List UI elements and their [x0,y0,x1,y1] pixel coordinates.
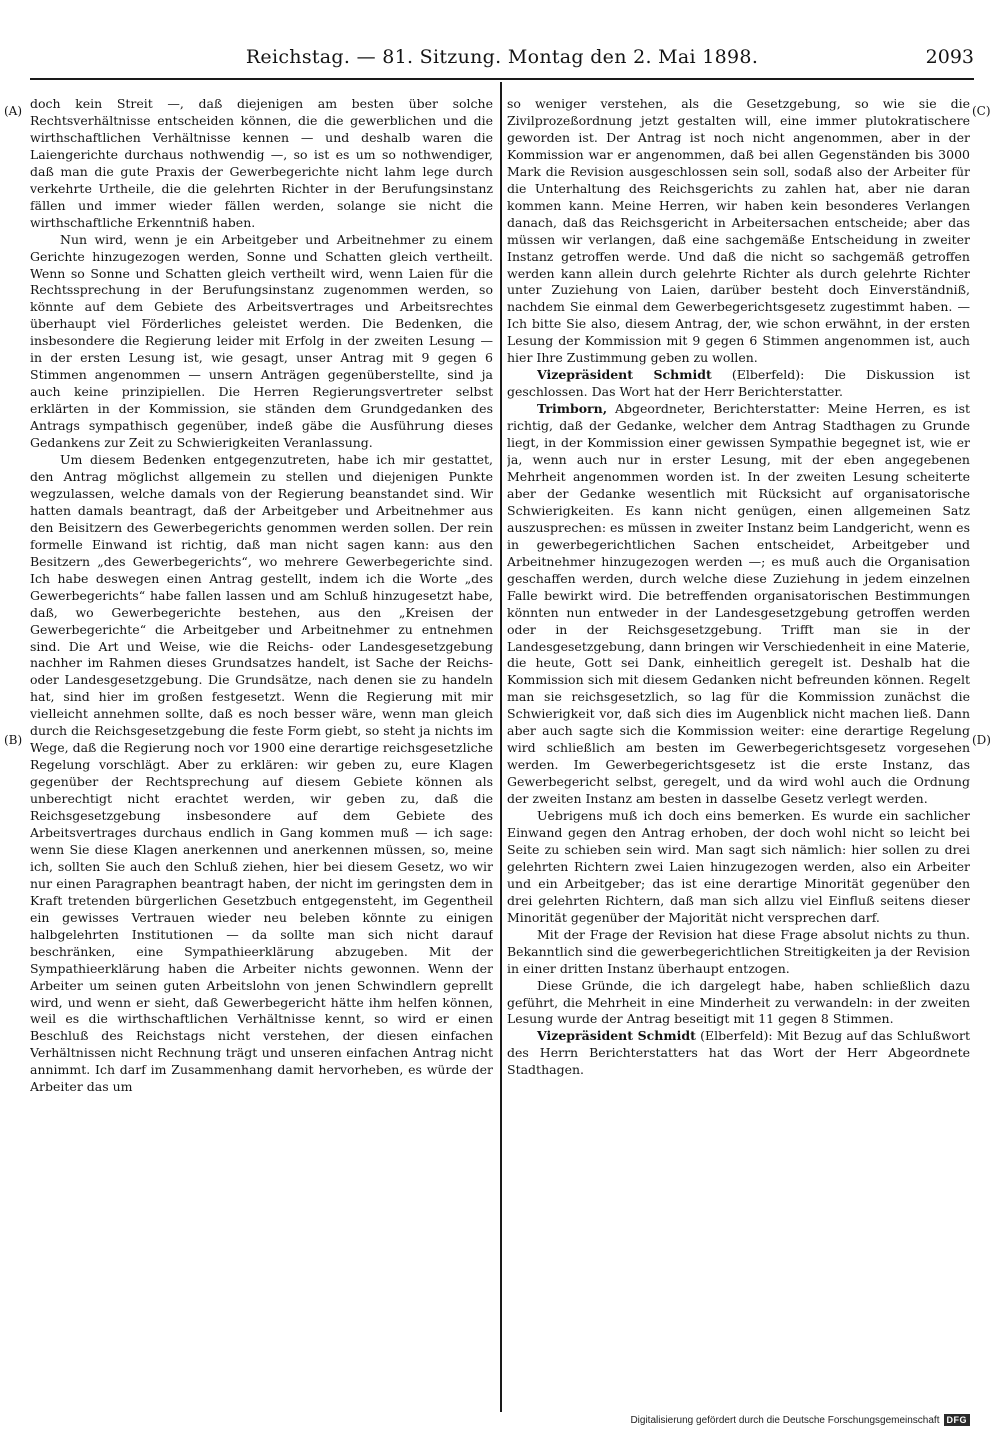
margin-marker-b: (B) [4,733,23,747]
page-number: 2093 [925,46,974,68]
speech-text: Meine Herren, es ist richtig, daß der Gedanke, welcher dem Antrag Stadthagen zu Grunde liegt, in der Kommission einer gewissen Sympathie begegnet ist, wie er ja, wenn auch nur in erster Lesung, mit der eben angegebenen Mehrheit angenommen worden ist. In der zweiten Lesung scheiterte aber der Gedanke wesentlich mit Rücksicht auf organisatorische Schwierigkeiten. Es kann nicht genügen, einen allgemeinen Satz auszusprechen: es müssen in zweiter Instanz beim Landgericht, wenn es in gewerbegerichtlichen Sachen entscheidet, Arbeitgeber und Arbeitnehmer hinzugezogen werden —; es muß auch die Organisation geschaffen werden, durch welche diese Zuziehung in jedem einzelnen Falle bewirkt wird. Die betreffenden organisatorischen Bestimmungen könnten nun entweder in der Landesgesetzgebung getroffen werden oder in der Reichsgesetzgebung. Trifft man sie in der Landesgesetzgebung, dann bringen wir Verschiedenheit in eine Materie, die heute, Gott sei Dank, einheitlich geregelt ist. Deshalb hat die Kommission sich mit diesem Gedanken nicht befreunden können. Regelt man sie reichsgesetzlich, so lag für die Kommission zunächst die Schwierigkeit vor, daß sich dies im Augenblick nicht machen ließ. Dann aber auch sagte sich die Kommission weiter: eine derartige Regelung wird schließlich am besten im Gewerbegerichtsgesetz vorgesehen werden. Im Gewerbegerichtsgesetz ist die erste Instanz, das Gewerbegericht selbst, geregelt, und da wird wohl auch die Ordnung der zweiten Instanz am besten in dasselbe Gesetz verlegt werden. [507,401,970,807]
left-column [30,96,493,1400]
margin-marker-a: (A) [4,104,23,118]
paragraph: Um diesem Bedenken entgegenzutreten, habe ich mir gestattet, den Antrag möglichst allgemein zu stellen und diejenigen Punkte wegzulassen, welche damals von der Regierung beanstandet sind. Wir hatten damals beantragt, daß der Arbeitgeber und Arbeitnehmer aus den Beisitzern des Gewerbegerichts genommen werden sollen. Der rein formelle Einwand ist richtig, daß man nicht sagen kann: aus den Besitzern „des Gewerbegerichts“, wo mehrere Gewerbegerichte sind. Ich habe deswegen einen Antrag gestellt, indem ich die Worte „des Gewerbegerichts“ habe fallen lassen und am Schluß hinzugesetzt habe, daß, wo Gewerbegerichte bestehen, aus den „Kreisen der Gewerbegerichte“ die Arbeitgeber und Arbeitnehmer zu entnehmen sind. Die Art und Weise, wie die Reichs- oder Landesgesetzgebung nachher im Rahmen dieses Grundsatzes handelt, ist Sache der Reichs- oder Landesgesetzgebung. Die Grundsätze, nach denen sie zu handeln hat, sind hier im großen festgesetzt. Wenn die Regierung mit mir vielleicht annehmen sollte, daß es noch besser wäre, wenn man gleich durch die Reichsgesetzgebung die feste Form giebt, so steht ja nichts im Wege, daß die Regierung noch vor 1900 eine derartige reichsgesetzliche Regelung vorschlägt. Aber zu erklären: wir geben zu, eure Klagen gegenüber der Rechtsprechung auf diesem Gebiete können als unberechtigt nicht erachtet werden, wir geben zu, daß die Reichsgesetzgebung insbesondere auf dem Gebiete des Arbeitsvertrages durchaus endlich in Gang kommen muß — ich sage: wenn Sie diese Klagen anerkennen und anerkennen müssen, so, meine ich, sollten Sie auch den Schluß ziehen, hier bei diesem Gesetz, wo wir nur einen Paragraphen beantragt haben, der nicht im geringsten dem in Kraft tretenden bürgerlichen Gesetzbuch entgegensteht, im Gegentheil ein gewisses Vertrauen wieder neu beleben könnte zu einigen halbgelehrten Institutionen — da sollte man sich nicht darauf beschränken, eine Sympathieerklärung abzugeben. Mit der Sympathieerklärung haben die Arbeiter nichts gewonnen. Wenn der Arbeiter um seinen guten Arbeitslohn von jenen Schwindlern geprellt wird, und wenn er sieht, daß Gewerbegericht hätte ihm helfen können, weil es die wirthschaftlichen Verhältnisse kennt, so wird er einen Beschluß des Reichstags nicht verstehen, der diesen einfachen Verhältnissen nicht Rechnung trägt und unseren einfachen Antrag nicht annimmt. Ich darf im Zusammenhang damit hervorheben, es würde der Arbeiter das um [30,452,493,1095]
column-divider [500,82,502,1412]
paragraph: Uebrigens muß ich doch eins bemerken. Es wurde ein sachlicher Einwand gegen den Antrag erhoben, der doch wohl nicht so leicht bei Seite zu schieben sein wird. Man sagt sich nämlich: hier sollen zu drei gelehrten Richtern zwei Laien hinzugezogen werden, also ein Arbeiter und ein Arbeitgeber; das ist eine derartige Minorität gegenüber den drei gelehrten Richtern, daß man sich allzu viel Einfluß seitens dieser Minorität gegenüber der Majorität nicht versprechen darf. [507,808,970,925]
speech-paragraph [507,1028,970,1079]
margin-marker-c: (C) [972,104,991,118]
paragraph: Mit der Frage der Revision hat diese Frage absolut nichts zu thun. Bekanntlich sind die gewerbegerichtlichen Streitigkeiten ja der Revision in einer dritten Instanz überhaupt entzogen. [507,926,970,976]
header-rule [30,78,974,80]
speech-text: Die Diskussion ist geschlossen. Das Wort hat der Herr Berichterstatter. [507,367,970,400]
header-title: Reichstag. — 81. Sitzung. Montag den 2. Mai 1898. [245,46,759,68]
footer-text: Digitalisierung gefördert durch die Deutsche Forschungsgemeinschaft [630,1414,940,1426]
speaker-name: Vizepräsident Schmidt [537,367,712,383]
paragraph: Diese Gründe, die ich dargelegt habe, haben schließlich dazu geführt, die Mehrheit in eine Minderheit zu verwandeln: in der zweiten Lesung wurde der Antrag beseitigt mit 11 gegen 8 Stimmen. [507,977,970,1027]
margin-marker-d: (D) [972,733,991,747]
paragraph: doch kein Streit —, daß diejenigen am besten über solche Rechtsverhältnisse entscheiden können, die die gewerblichen und die wirthschaftlichen Verhältnisse kennen — und deshalb waren die Laiengerichte durchaus nothwendig —, so ist es um so nothwendiger, daß man die gute Praxis der Gewerbegerichte nicht lahm lege durch verkehrte Urtheile, die die gelehrten Richter in der Berufungsinstanz fällen und immer wieder fällen werden, solange sie nicht die wirthschaftliche Erkenntniß haben. [30,96,493,230]
paragraph: so weniger verstehen, als die Gesetzgebung, so wie sie die Zivilprozeßordnung jetzt gestalten will, eine immer plutokratischere geworden ist. Der Antrag ist noch nicht angenommen, aber in der Kommission war er angenommen, daß bei allen Gegenständen bis 3000 Mark die Revision ausgeschlossen sein soll, sodaß also der Arbeiter für die Unterhaltung des Reichsgerichts zu zahlen hat, aber nie daran kommen kann. Meine Herren, wir haben kein besonderes Verlangen danach, daß das Reichsgericht in Arbeitersachen entscheide; aber das müssen wir verlangen, daß eine sachgemäße Entscheidung in zweiter Instanz getroffen werde. Und daß die nicht so sachgemäß getroffen werden kann allein durch gelehrte Richter als durch gelehrte Richter unter Zuziehung von Laien, darüber besteht doch Einverständniß, nachdem Sie einmal dem Gewerbegerichtsgesetz zugestimmt haben. — Ich bitte Sie also, diesem Antrag, der, wie schon erwähnt, in der ersten Lesung der Kommission mit 9 gegen 6 Stimmen angenommen ist, auch hier Ihre Zustimmung geben zu wollen. [507,96,970,366]
paragraph: Nun wird, wenn je ein Arbeitgeber und Arbeitnehmer zu einem Gerichte hinzugezogen werden, Sonne und Schatten gleich vertheilt. Wenn so Sonne und Schatten gleich vertheilt wird, wenn Laien für die Rechtssprechung in der Berufungsinstanz zugenommen werden, so könnte auf dem Gebiete des Arbeitsvertrages und Arbeitsrechtes überhaupt viel Förderliches geleistet werden. Die Bedenken, die insbesondere die Regierung leider mit Erfolg in der zweiten Lesung — in der ersten Lesung ist, wie gesagt, unser Antrag mit 9 gegen 6 Stimmen angenommen — unsern Anträgen gegenüberstellte, sind ja auch keine prinzipiellen. Die Herren Regierungsvertreter selbst erklärten in der Kommission, sie ständen dem Grundgedanken des Antrags sympathisch gegenüber, indeß gäbe die Ausführung dieses Gedankens zur Zeit zu Schwierigkeiten Veranlassung. [30,231,493,451]
speech-text: Mit Bezug auf das Schlußwort des Herrn Berichterstatters hat das Wort der Herr Abgeordnete Stadthagen. [507,1028,970,1078]
speaker-place: (Elberfeld): [731,367,805,383]
right-column [507,96,970,1400]
speech-paragraph [507,367,970,401]
speaker-name: Vizepräsident Schmidt [537,1028,696,1044]
page-header [30,44,974,74]
speaker-role: Abgeordneter, Berichterstatter: [614,401,820,417]
dfg-logo-icon: DFG [944,1414,971,1426]
speaker-name: Trimborn, [537,401,608,417]
footer-credit [630,1414,970,1426]
speaker-place: (Elberfeld): [700,1028,773,1044]
speech-paragraph [507,401,970,808]
